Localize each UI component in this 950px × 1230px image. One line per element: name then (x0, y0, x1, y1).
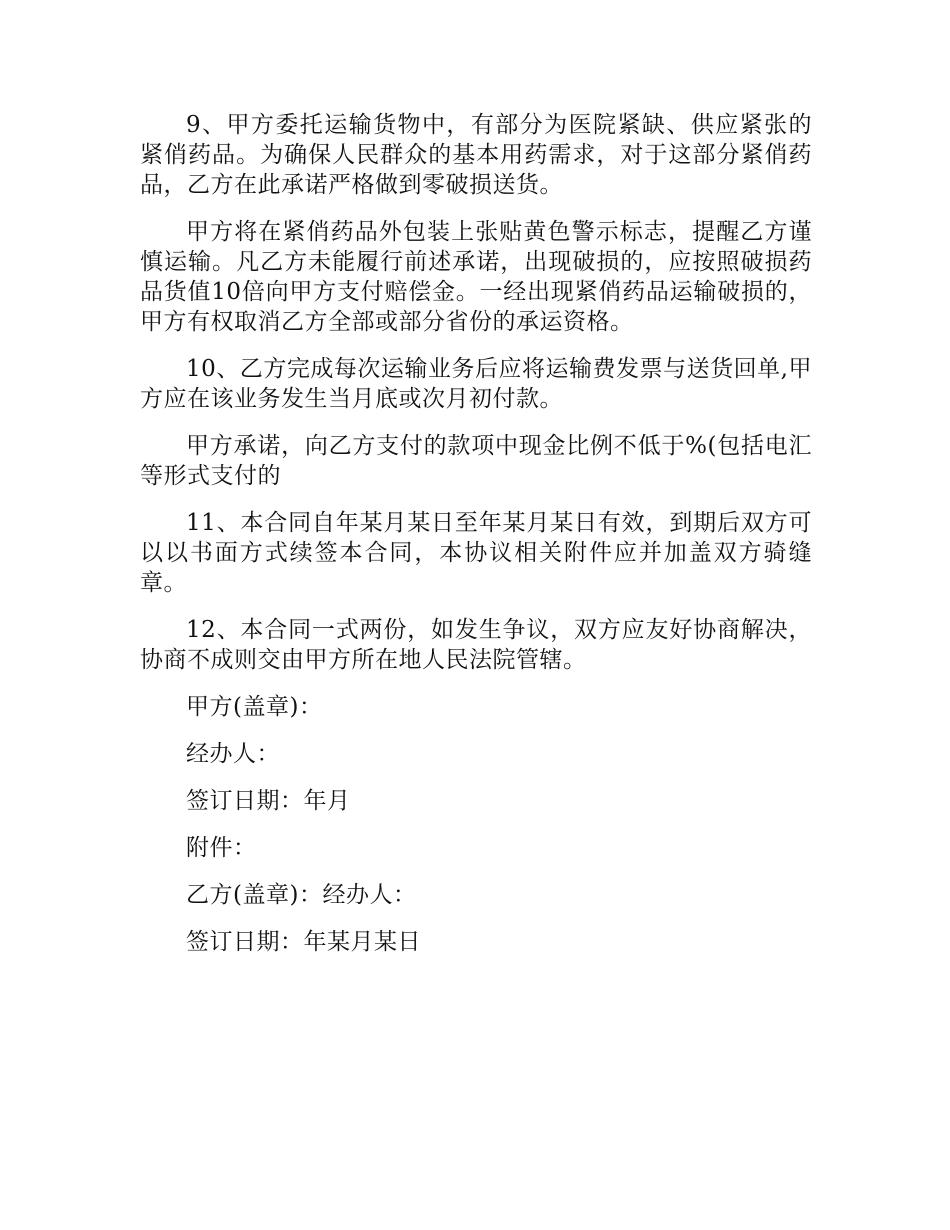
document-body (140, 110, 812, 974)
clause-11: 11、本合同自年某月某日至年某月某日有效，到期后双方可以以书面方式续签本合同，本协议相关附件应并加盖双方骑缝章。 (140, 510, 812, 596)
clause-10-payment: 甲方承诺，向乙方支付的款项中现金比例不低于%(包括电汇等形式支付的 (140, 433, 812, 489)
party-a-seal: 甲方(盖章)： (186, 694, 323, 720)
clause-10: 10、乙方完成每次运输业务后应将运输费发票与送货回单,甲方应在该业务发生当月底或次月初付款。 (140, 356, 812, 412)
sign-date-b: 签订日期：年某月某日 (186, 929, 421, 955)
party-b-seal: 乙方(盖章)：经办人： (186, 882, 417, 908)
clause-12: 12、本合同一式两份，如发生争议，双方应友好协商解决，协商不成则交由甲方所在地人民法院管辖。 (140, 617, 812, 673)
clause-9-warning: 甲方将在紧俏药品外包装上张贴黄色警示标志，提醒乙方谨慎运输。凡乙方未能履行前述承诺，出现破损的，应按照破损药品货值10倍向甲方支付赔偿金。一经出现紧俏药品运输破损的，甲方有权取消乙方全部或部分省份的承运资格。 (140, 219, 812, 335)
clause-9: 9、甲方委托运输货物中，有部分为医院紧缺、供应紧张的紧俏药品。为确保人民群众的基本用药需求，对于这部分紧俏药品，乙方在此承诺严格做到零破损送货。 (140, 112, 812, 198)
attachment-line: 附件： (186, 835, 257, 861)
handler-line: 经办人： (186, 741, 280, 767)
sign-date-a: 签订日期：年月 (186, 788, 351, 814)
